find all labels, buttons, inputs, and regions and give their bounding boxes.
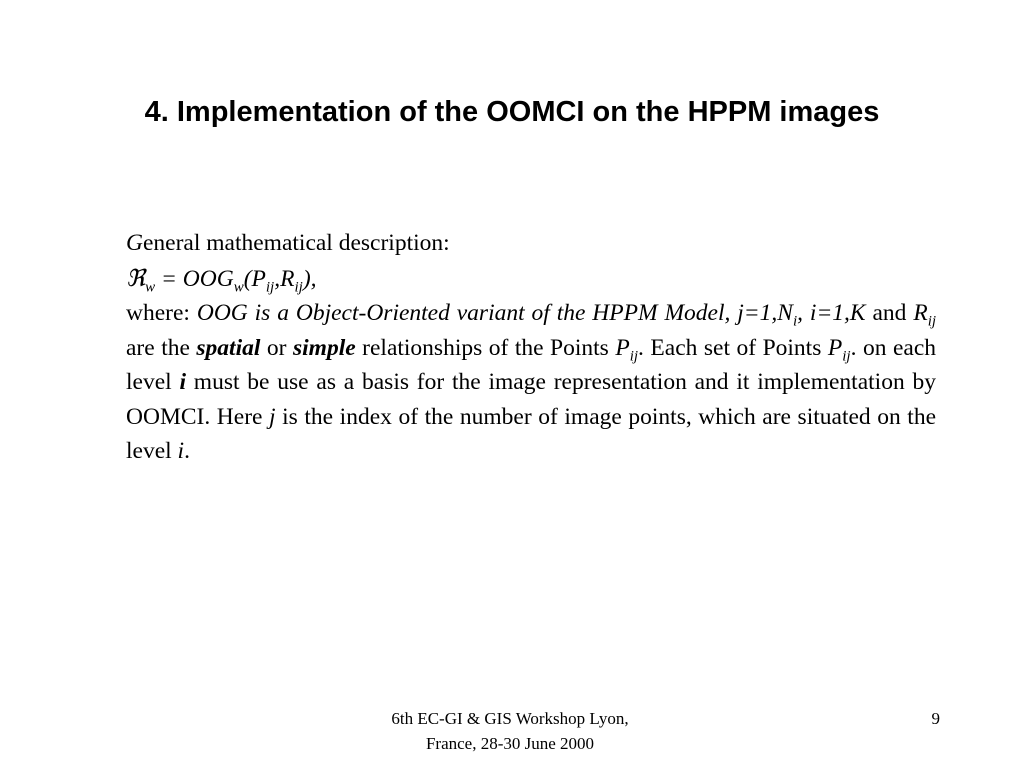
relationships-text: relationships of the Points <box>355 334 616 361</box>
or-text: or <box>260 334 293 361</box>
where-label: where: <box>126 300 197 326</box>
oog-subscript: w <box>233 278 244 295</box>
oog-description: OOG is a Object-Oriented variant of the HPPM Model, <box>196 300 731 326</box>
j-range-subscript: i <box>792 313 798 330</box>
formula-eq: = OOG <box>155 265 234 292</box>
p-symbol-1: P <box>615 334 630 361</box>
symbol-subscript: w <box>145 278 156 295</box>
intro-initial: G <box>126 230 143 256</box>
are-the-text: are the <box>126 334 197 361</box>
spatial-term: spatial <box>196 334 261 361</box>
intro-line <box>126 226 936 261</box>
and-text: and <box>865 300 914 326</box>
index-text: is the index of the number of image points, which are situated on the level <box>126 403 937 464</box>
p-symbol-2-subscript: ij <box>842 347 851 364</box>
footer-line-2: France, 28-30 June 2000 <box>425 734 595 753</box>
final-period: . <box>184 438 190 464</box>
i-range: , i=1,K <box>797 300 866 326</box>
j-term: j <box>269 403 276 430</box>
r-symbol: R <box>913 300 928 326</box>
p-symbol-2: P <box>827 334 843 361</box>
r-symbol-subscript: ij <box>927 313 937 330</box>
i-level-term: i <box>179 369 186 395</box>
slide-body <box>126 226 936 469</box>
r-subscript: ij <box>294 278 303 295</box>
each-set-text: . Each set of Points <box>638 334 828 361</box>
on-each-level-text: . on each level <box>126 334 937 395</box>
footer-line-1: 6th EC-GI & GIS Workshop Lyon, <box>391 709 629 728</box>
formula-comma-r: ,R <box>274 265 295 292</box>
formula-line <box>126 261 936 297</box>
i-end-term: i <box>177 438 185 464</box>
realpart-symbol: ℜ <box>126 263 146 292</box>
formula-open: (P <box>243 265 266 292</box>
basis-text: must be use as a basis for the image representation and it implementation by OOMCI. Here <box>126 369 936 430</box>
p-subscript: ij <box>265 278 275 295</box>
p-symbol-1-subscript: ij <box>629 347 639 364</box>
slide-footer <box>330 706 690 756</box>
page-number: 9 <box>931 709 940 728</box>
j-range: j=1,N <box>737 300 793 326</box>
description-paragraph <box>126 296 936 469</box>
intro-text: eneral mathematical description: <box>142 230 450 256</box>
slide-title: 4. Implementation of the OOMCI on the HPPM images <box>144 96 880 128</box>
simple-term: simple <box>292 334 356 361</box>
formula-close: ), <box>302 265 317 292</box>
